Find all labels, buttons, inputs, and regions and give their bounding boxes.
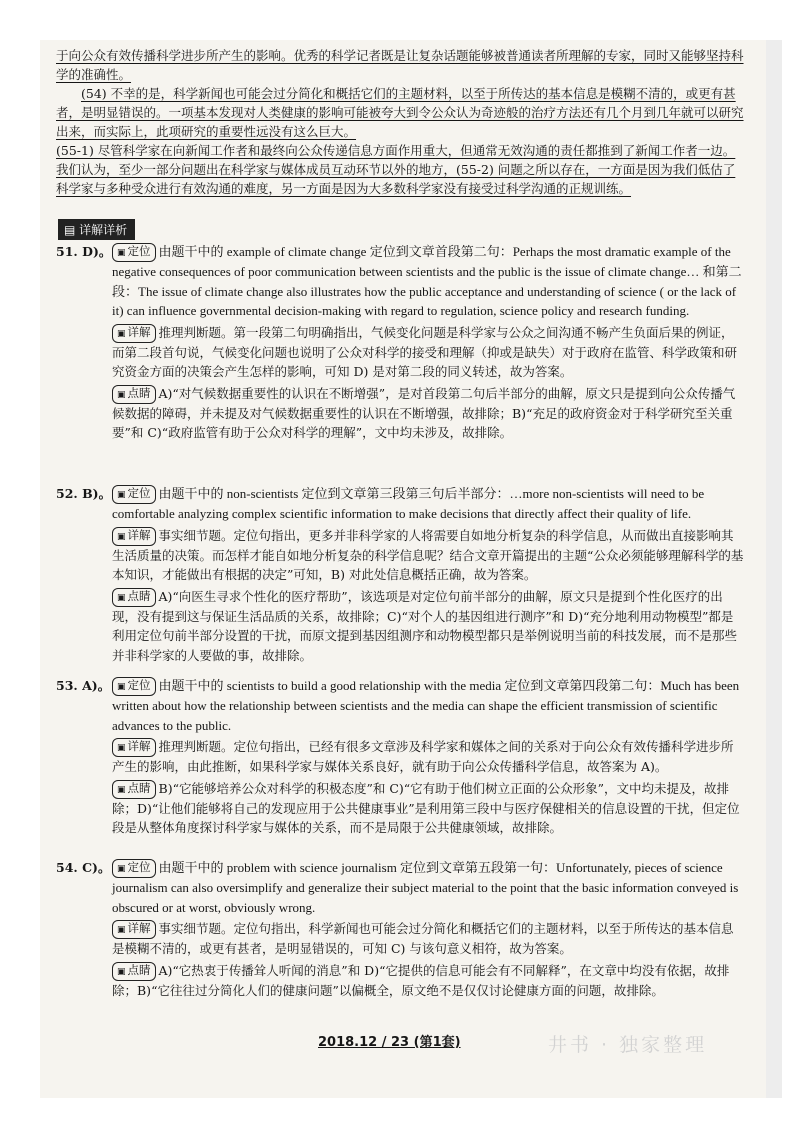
locate-tag: ▣ 定位 [112, 677, 156, 696]
remark-text: A)“它热衷于传播耸人听闻的消息”和 D)“它提供的信息可能会有不同解释”，在文章中均没有依据，故排除；B)“它往往过分简化人们的健康问题”以偏概全，原文绝不是仅仅讨论健康方面的问题，故排除。 [112, 962, 730, 998]
book-icon: ▣ [117, 389, 126, 400]
explain-text: 推理判断题。定位句指出，已经有很多文章涉及科学家和媒体之间的关系对于向公众有效传播科学进步所产生的影响，由此推断，如果科学家与媒体关系良好，就有助于向公众传播科学信息，故答案为 A)。 [112, 739, 734, 774]
remark-paragraph [112, 384, 744, 443]
remark-paragraph [112, 961, 744, 1001]
locate-text: 由题干中的 non-scientists 定位到文章第三段第三句后半部分：…more non-scientists will need to be comfortable analyzing complex scientific information to make decisions that directly affect their quality of life. [112, 486, 705, 521]
locate-paragraph [112, 858, 744, 917]
explain-paragraph [112, 323, 744, 382]
notes-icon: ▤ [64, 223, 76, 237]
book-icon: ▣ [117, 328, 126, 339]
answer-number: 54. C)。 [56, 860, 111, 875]
locate-paragraph [112, 242, 744, 321]
remark-paragraph [112, 587, 744, 666]
section-heading [58, 219, 135, 240]
explain-text: 推理判断题。第一段第二句明确指出，气候变化问题是科学家与公众之间沟通不畅产生负面后果的例证，而第二段首句说，气候变化问题也说明了公众对科学的接受和理解（抑或是缺失）对于政府在监管、科学政策和研究资金方面的决策会产生怎样的影响，可知 D) 是对第二段的同义转述，故为答案。 [112, 324, 738, 379]
explain-tag: ▣ 详解 [112, 738, 156, 757]
locate-paragraph [112, 676, 744, 735]
explain-paragraph [112, 919, 744, 959]
book-icon: ▣ [117, 743, 126, 753]
book-icon: ▣ [117, 490, 126, 500]
remark-text: A)“向医生寻求个性化的医疗帮助”，该选项是对定位句前半部分的曲解，原文只是提到个性化医疗的出现，没有提到这与保证生活品质的关系，故排除；C)“对个人的基因组进行测序”和 D)“充分地利用动物模型”都是利用定位句前半部分设置的干扰，而原文提到基因组测序和动物模型都只是举例说明当前的科技发展，而不是那些并非科学家的人要做的事，故排除。 [112, 588, 738, 663]
book-icon: ▣ [117, 784, 126, 795]
answer-item-51 [56, 242, 744, 443]
explain-tag: ▣ 详解 [112, 324, 156, 343]
remark-tag: ▣ 点睛 [112, 385, 156, 404]
translation-paragraph-55: (55-1) 尽管科学家在向新闻工作者和最终向公众传递信息方面作用重大，但通常无效沟通的责任都推到了新闻工作者一边。我们认为，至少一部分问题出在科学家与媒体成员互动环节以外的地方，(55-2) 问题之所以存在，一方面是因为我们低估了科学家与多种受众进行有效沟通的难度，另一方面是因为大多数科学家没有接受过科学沟通的正规训练。 [56, 143, 736, 196]
translation-paragraph-1: 于向公众有效传播科学进步所产生的影响。优秀的科学记者既是让复杂话题能够被普通读者所理解的专家，同时又能够坚持科学的准确性。 [56, 48, 744, 82]
remark-text: B)“它能够培养公众对科学的积极态度”和 C)“它有助于他们树立正面的公众形象”，文中均未提及，故排除；D)“让他们能够将自己的发现应用于公共健康事业”是利用第三段中与医疗保健相关的信息设置的干扰，但定位段是从整体角度探讨科学家与媒体的关系，而不是局限于公共健康领域，故排除。 [112, 780, 740, 835]
locate-text: 由题干中的 scientists to build a good relationship with the media 定位到文章第四段第二句：Much has been written about how the relationship between scientists and the media can shape the efficient transmission of scientific advances to the public. [112, 678, 740, 733]
explain-tag: ▣ 详解 [112, 920, 156, 939]
locate-text: 由题干中的 example of climate change 定位到文章首段第二句：Perhaps the most dramatic example of the negative consequences of poor communication between scientists and the public is the issue of climate change… 和第二段：The issue of climate change also illustrates how the public acceptance and understanding of science ( or the lack of it) can influence governmental decision-making with regard to regulation, science policy and research funding. [112, 244, 742, 318]
remark-tag: ▣ 点睛 [112, 780, 156, 799]
explain-paragraph [112, 526, 744, 585]
remark-tag: ▣ 点睛 [112, 588, 156, 607]
remark-paragraph [112, 779, 744, 838]
explain-text: 事实细节题。定位句指出，科学新闻也可能会过分简化和概括它们的主题材料，以至于所传达的基本信息是模糊不清的，或更有甚者，是明显错误的，可知 C) 与该句意义相符，故为答案。 [112, 921, 734, 956]
book-icon: ▣ [117, 864, 126, 874]
book-icon: ▣ [117, 966, 126, 977]
page-edge-shadow [766, 40, 782, 1098]
answer-number: 53. A)。 [56, 678, 111, 693]
book-icon: ▣ [117, 925, 126, 935]
book-icon: ▣ [117, 531, 126, 542]
remark-tag: ▣ 点睛 [112, 962, 156, 981]
answer-number: 51. D)。 [56, 244, 112, 259]
remark-text: A)“对气候数据重要性的认识在不断增强”，是对首段第二句后半部分的曲解，原文只是提到向公众传播气候数据的障碍，并未提及对气候数据重要性的认识在不断增强，故排除；B)“充足的政府资金对于科学研究至关重要”和 C)“政府监管有助于公众对科学的理解”，文中均未涉及，故排除。 [112, 385, 736, 440]
answer-item-52 [56, 484, 744, 665]
book-icon: ▣ [117, 682, 126, 692]
locate-tag: ▣ 定位 [112, 243, 156, 262]
translation-paragraph-54: (54) 不幸的是，科学新闻也可能会过分简化和概括它们的主题材料，以至于所传达的基本信息是模糊不清的，或更有甚者，是明显错误的。一项基本发现对人类健康的影响可能被夸大到令公众认为奇迹般的治疗方法还有几个月到几年就可以研究出来，而实际上，此项研究的重要性远没有这么巨大。 [56, 86, 744, 139]
locate-paragraph [112, 484, 744, 524]
book-icon: ▣ [117, 248, 126, 258]
explain-text: 事实细节题。定位句指出，更多并非科学家的人将需要自如地分析复杂的科学信息，从而做出直接影响其生活质量的决策。而怎样才能自如地分析复杂的科学信息呢？结合文章开篇提出的主题“公众必须能够理解科学的基本知识，才能做出有根据的决定”可知，B) 对此处信息概括正确，故为答案。 [112, 527, 744, 582]
locate-tag: ▣ 定位 [112, 859, 156, 878]
answer-number: 52. B)。 [56, 486, 112, 501]
locate-tag: ▣ 定位 [112, 485, 156, 504]
section-label: 详解详析 [79, 223, 128, 237]
explain-tag: ▣ 详解 [112, 527, 156, 546]
page-footer: 2018.12 / 23 (第1套) [318, 1035, 461, 1050]
answer-item-53 [56, 676, 744, 838]
watermark: 井书 · 独家整理 [548, 1034, 708, 1056]
book-icon: ▣ [117, 592, 126, 603]
explain-paragraph [112, 737, 744, 777]
translation-block [56, 46, 746, 198]
locate-text: 由题干中的 problem with science journalism 定位到文章第五段第一句：Unfortunately, pieces of science journalism can also oversimplify and generalize their subject material to the point that the basic information conveyed is obscured or at worst, obviously wrong. [112, 860, 739, 915]
answer-item-54 [56, 858, 744, 1000]
